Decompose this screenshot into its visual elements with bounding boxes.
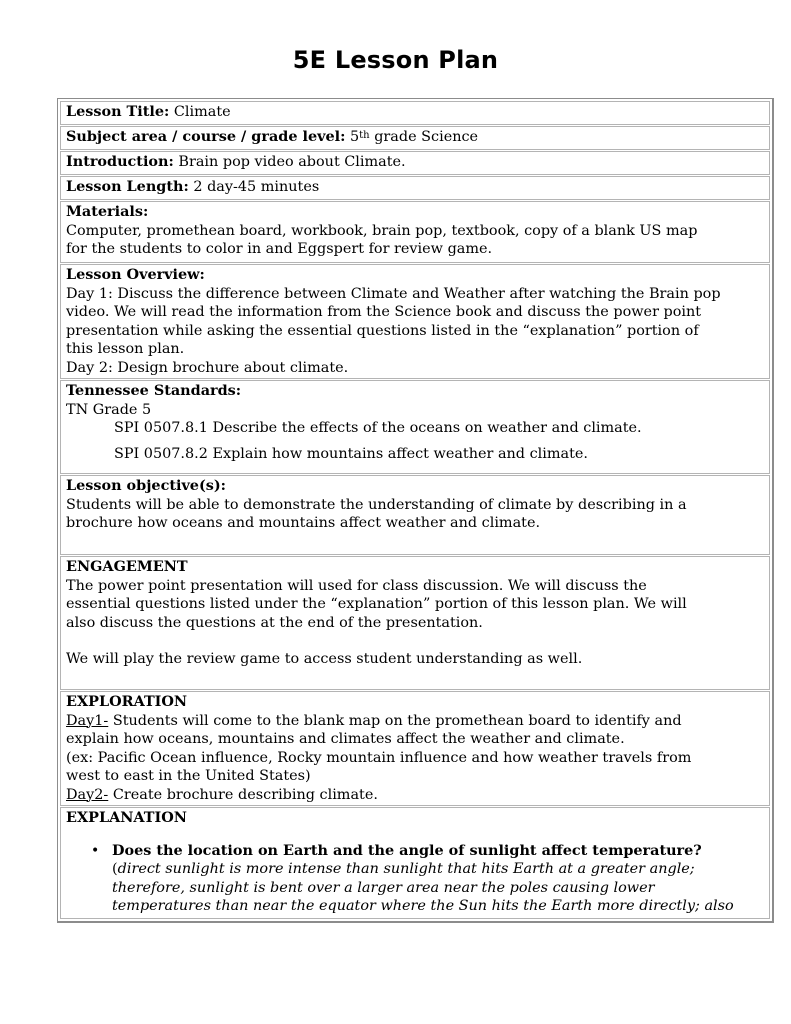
explanation-question: Does the location on Earth and the angle of sunlight affect temperature? xyxy=(112,841,702,859)
objectives-text-line: brochure how oceans and mountains affect weather and climate. xyxy=(66,515,541,531)
page-title: 5E Lesson Plan xyxy=(292,46,499,74)
lesson-length-label: Lesson Length: xyxy=(66,178,189,195)
subject-area-label: Subject area / course / grade level: xyxy=(66,128,346,145)
exploration-text-line: west to east in the United States) xyxy=(66,768,311,784)
subject-area-row xyxy=(60,126,770,150)
materials-label: Materials: xyxy=(66,203,149,220)
materials-row xyxy=(60,201,770,263)
exploration-day2 xyxy=(66,786,764,805)
introduction-label: Introduction: xyxy=(66,153,174,170)
lesson-title-value: Climate xyxy=(173,104,231,120)
exploration-label: EXPLORATION xyxy=(66,693,188,710)
subject-area-value: grade Science xyxy=(374,129,479,145)
standards-grade: TN Grade 5 xyxy=(66,401,152,418)
exploration-row xyxy=(60,691,770,806)
lesson-plan-table xyxy=(57,98,774,923)
overview-text-line: this lesson plan. xyxy=(66,341,185,357)
exploration-day1 xyxy=(66,712,764,731)
exploration-text-line: explain how oceans, mountains and climates affect the weather and climate. xyxy=(66,731,625,747)
standards-label: Tennessee Standards: xyxy=(66,382,242,399)
engagement-label: ENGAGEMENT xyxy=(66,558,188,575)
overview-text-line: presentation while asking the essential questions listed in the “explanation” portion of xyxy=(66,322,699,339)
standard-spi-item: SPI 0507.8.1 Describe the effects of the oceans on weather and climate. xyxy=(114,420,642,436)
lesson-length-row xyxy=(60,176,770,200)
explanation-bullet-item xyxy=(66,842,764,916)
objectives-row xyxy=(60,475,770,555)
exploration-day1-label: Day1- xyxy=(66,712,109,729)
engagement-text-line: essential questions listed under the “explanation” portion of this lesson plan. We will xyxy=(66,596,687,612)
engagement-row xyxy=(60,556,770,690)
objectives-text-line: Students will be able to demonstrate the understanding of climate by describing in a xyxy=(66,496,687,513)
explanation-answer-paren: ( xyxy=(112,861,118,877)
bullet-icon: • xyxy=(91,842,100,859)
overview-label: Lesson Overview: xyxy=(66,266,205,283)
paragraph-gap xyxy=(66,632,764,650)
overview-text-line: Day 1: Discuss the difference between Climate and Weather after watching the Brain pop xyxy=(66,285,721,302)
explanation-answer-line: therefore, sunlight is bent over a larger area near the poles causing lower xyxy=(112,879,655,896)
exploration-day2-text: Create brochure describing climate. xyxy=(108,786,378,803)
objectives-label: Lesson objective(s): xyxy=(66,477,226,494)
engagement-text-line: also discuss the questions at the end of the presentation. xyxy=(66,614,483,631)
materials-text-line: for the students to color in and Eggspert for review game. xyxy=(66,241,493,257)
explanation-answer-line: temperatures than near the equator where the Sun hits the Earth more directly; also xyxy=(112,898,734,914)
explanation-answer-line: direct sunlight is more intense than sunlight that hits Earth at a greater angle; xyxy=(117,861,695,877)
introduction-value: Brain pop video about Climate. xyxy=(178,154,406,170)
standard-spi-item: SPI 0507.8.2 Explain how mountains affect weather and climate. xyxy=(114,445,588,462)
engagement-text-line: The power point presentation will used for class discussion. We will discuss the xyxy=(66,577,647,594)
exploration-text-line: (ex: Pacific Ocean influence, Rocky mountain influence and how weather travels from xyxy=(66,749,692,766)
lesson-length-value: 2 day-45 minutes xyxy=(193,179,320,195)
introduction-row xyxy=(60,151,770,175)
exploration-day1-text: Students will come to the blank map on the promethean board to identify and xyxy=(108,712,682,729)
engagement-text-line: We will play the review game to access student understanding as well. xyxy=(66,651,583,667)
explanation-row xyxy=(60,807,770,919)
standards-row xyxy=(60,380,770,474)
overview-row xyxy=(60,264,770,379)
overview-text-line: Day 2: Design brochure about climate. xyxy=(66,359,349,376)
overview-text-line: video. We will read the information from the Science book and discuss the power point xyxy=(66,304,702,320)
materials-text-line: Computer, promethean board, workbook, brain pop, textbook, copy of a blank US map xyxy=(66,222,698,239)
lesson-title-label: Lesson Title: xyxy=(66,103,170,120)
subject-area-grade-suffix: th xyxy=(359,130,370,141)
subject-area-grade: 5 xyxy=(350,129,360,145)
exploration-day2-label: Day2- xyxy=(66,786,109,803)
explanation-label: EXPLANATION xyxy=(66,809,187,826)
lesson-title-row xyxy=(60,101,770,125)
